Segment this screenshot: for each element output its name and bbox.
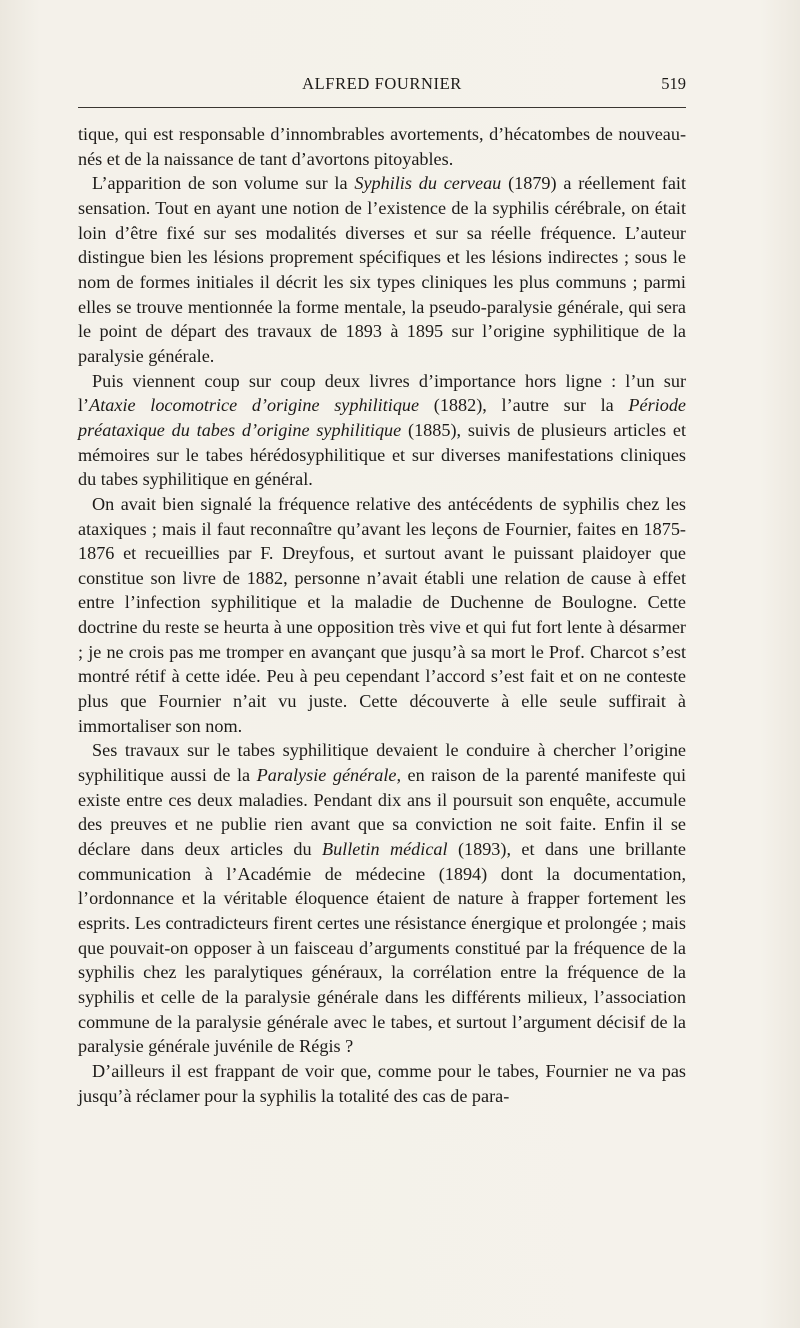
paragraph — [78, 171, 686, 368]
text-run: tique, qui est responsable d’innombrables avortements, d’hécatombes de nouveau-nés et de la naissance de tant d’avortons pitoyables. — [78, 124, 686, 169]
paragraph — [78, 122, 686, 171]
text-run: (1882), l’autre sur la — [419, 395, 629, 416]
text-run: L’apparition de son volume sur la — [92, 173, 355, 194]
text-run: On avait bien signalé la fréquence relative des antécédents de syphilis chez les ataxiques ; mais il faut reconnaître qu’avant les leçons de Fournier, faites en 1875-1876 et recueillies par F. Dreyfous, et surtout avant le puissant plaidoyer que constitue son livre de 1882, personne n’avait établi une relation de cause à effet entre l’infection syphilitique et la maladie de Duchenne de Boulogne. Cette doctrine du reste se heurta à une opposition très vive et qui fut fort lente à désarmer ; je ne crois pas me tromper en avançant que jusqu’à sa mort le Prof. Charcot s’est montré rétif à cette idée. Peu à peu cependant l’accord s’est fait et on ne conteste plus que Fournier n’ait vu juste. Cette découverte à elle seule suffirait à immortaliser son nom. — [78, 493, 686, 736]
text-run: (1879) a réellement fait sensation. Tout en ayant une notion de l’existence de la syphilis cérébrale, on était loin d’être fixé sur ses modalités diverses et sur sa réelle fréquence. L’auteur distingue bien les lésions proprement spécifiques et les lésions indirectes ; sous le nom de formes initiales il décrit les six types cliniques les plus communs ; parmi elles se trouve mentionnée la forme mentale, la pseudo-paralysie générale, qui sera le point de départ des travaux de 1893 à 1895 sur l’origine syphilitique de la paralysie générale. — [78, 173, 687, 366]
page-header — [78, 74, 686, 98]
italic-title: Paralysie générale, — [256, 765, 402, 786]
italic-title: Syphilis du cerveau — [354, 173, 502, 194]
page-number: 519 — [661, 74, 686, 93]
italic-title: Ataxie locomotrice d’origine syphilitique — [89, 395, 420, 416]
text-run: (1885), suivis de plusieurs articles et mémoires sur le tabes hérédosyphilitique et sur diverses manifestations cliniques du tabes syphilitique en général. — [78, 419, 686, 490]
paragraph — [78, 369, 686, 492]
text-run: en raison de la parenté manifeste qui existe entre ces deux maladies. Pendant dix ans il poursuit son enquête, accumule des preuves et ne publie rien avant que sa conviction ne soit faite. Enfin il se déclare dans deux articles du — [78, 765, 686, 860]
text-run: Puis viennent coup sur coup deux livres d’importance hors ligne : l’un sur l’ — [78, 370, 686, 416]
paragraph — [78, 738, 686, 1059]
paragraph — [78, 1059, 686, 1108]
italic-title: Bulletin médical — [321, 839, 448, 860]
paragraph — [78, 492, 686, 739]
header-rule — [78, 107, 686, 108]
italic-title: Période préataxique du tabes d’origine syphilitique — [78, 395, 686, 440]
text-run: (1893), et dans une brillante communication à l’Académie de médecine (1894) dont la documentation, l’ordonnance et la véritable éloquence étaient de nature à frapper fortement les esprits. Les contradicteurs firent certes une résistance énergique et prolongée ; mais que pouvait-on opposer à un faisceau d’arguments constitué par la fréquence de la syphilis chez les paralytiques généraux, la corrélation entre la fréquence de la syphilis et celle de la paralysie générale dans les différents milieux, l’association commune de la paralysie générale avec le tabes, et surtout l’argument décisif de la paralysie générale juvénile de Régis ? — [78, 839, 686, 1057]
text-run: D’ailleurs il est frappant de voir que, comme pour le tabes, Fournier ne va pas jusqu’à réclamer pour la syphilis la totalité des cas de para- — [78, 1060, 686, 1106]
running-head: ALFRED FOURNIER — [302, 74, 462, 93]
body-text — [78, 122, 686, 1108]
text-run: Ses travaux sur le tabes syphilitique devaient le conduire à chercher l’origine syphilitique aussi de la — [78, 740, 686, 786]
